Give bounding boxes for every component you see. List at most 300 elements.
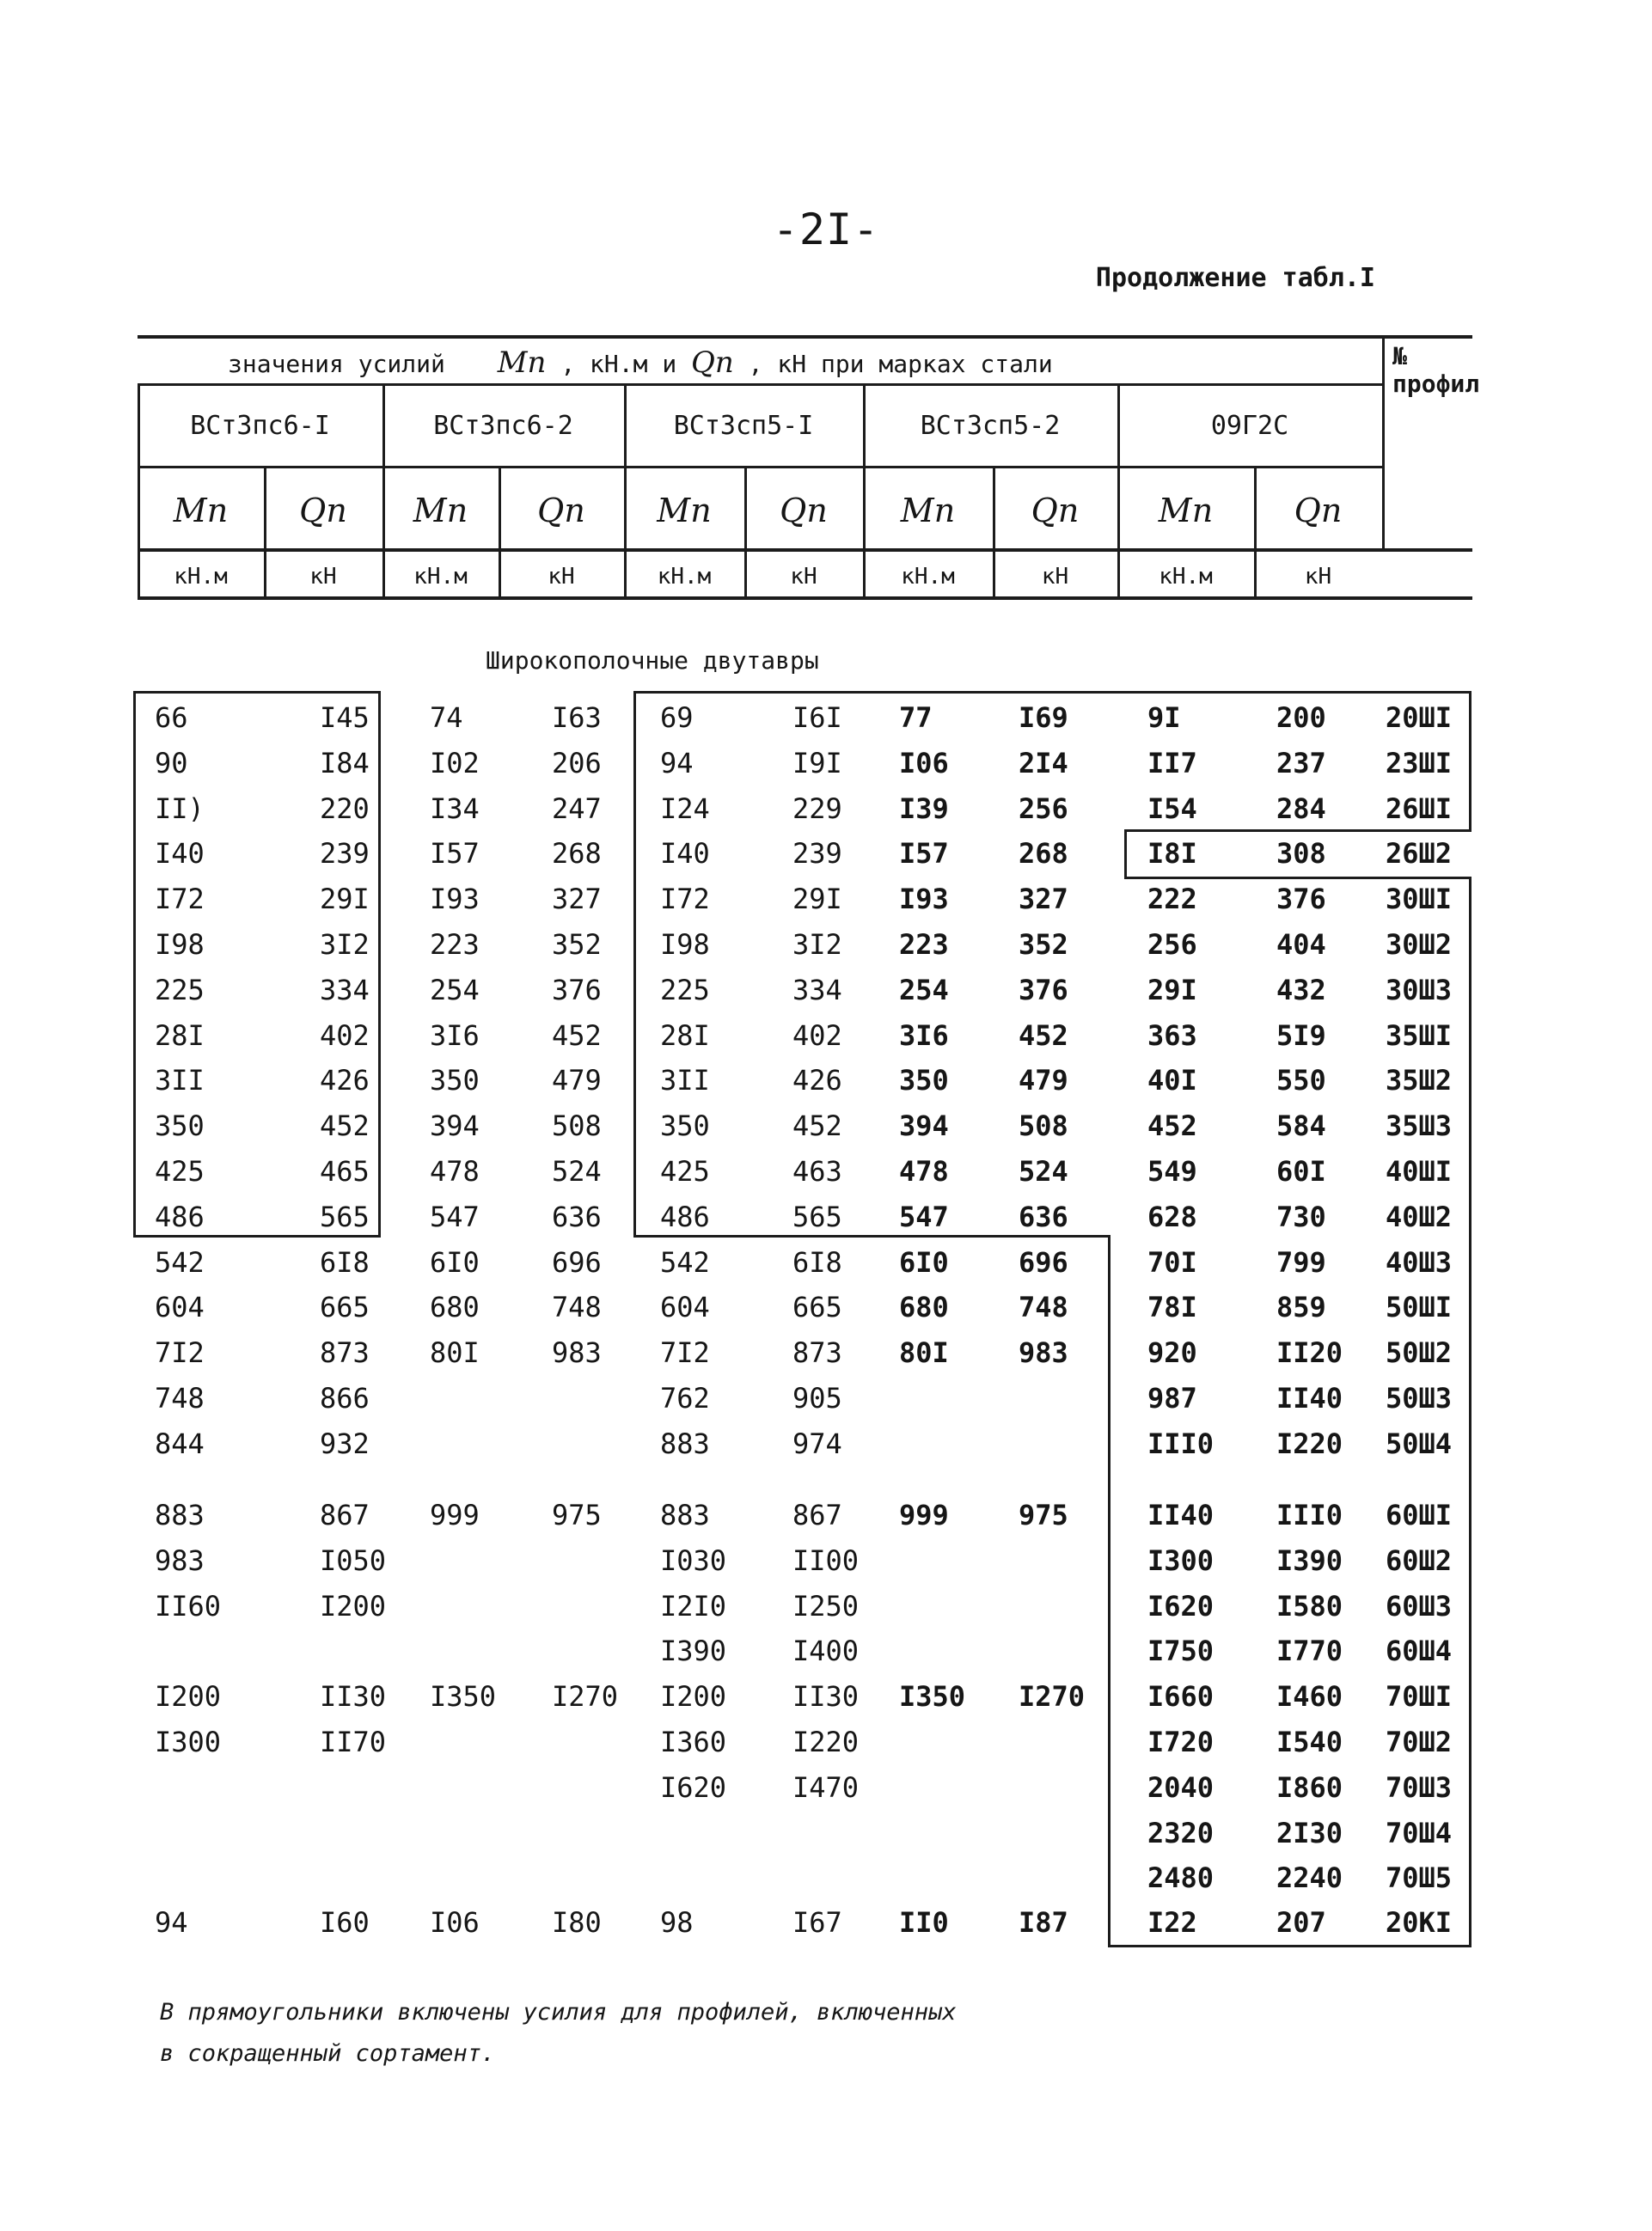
table-cell: II70 xyxy=(320,1726,387,1758)
unit-label: кН.м xyxy=(174,564,228,590)
table-cell: 350 xyxy=(155,1109,205,1143)
box-edge xyxy=(1469,877,1472,1947)
table-cell: 247 xyxy=(552,792,602,825)
table-cell: 604 xyxy=(660,1291,710,1324)
table-cell: 376 xyxy=(1276,883,1326,916)
box-edge xyxy=(1124,829,1472,832)
table-cell: I69 xyxy=(1019,701,1068,734)
profile-cell: 30Ш3 xyxy=(1386,973,1453,1006)
table-cell: I350 xyxy=(899,1680,966,1714)
table-cell: I2I0 xyxy=(660,1589,727,1623)
table-cell: I050 xyxy=(320,1543,387,1577)
profile-cell: 60Ш2 xyxy=(1386,1543,1453,1577)
table-cell: 256 xyxy=(1147,928,1197,961)
table-cell: 3I6 xyxy=(899,1018,949,1052)
table-cell: I030 xyxy=(660,1543,727,1577)
profile-cell: 40Ш2 xyxy=(1386,1200,1453,1233)
profile-cell: 35Ш2 xyxy=(1386,1064,1453,1097)
table-cell: 402 xyxy=(320,1018,370,1052)
box-edge xyxy=(1469,691,1472,832)
table-cell: I93 xyxy=(430,883,480,916)
table-cell: 486 xyxy=(660,1200,710,1233)
table-cell: 80I xyxy=(430,1336,480,1370)
table-cell: 883 xyxy=(155,1499,205,1531)
table-cell: I660 xyxy=(1147,1680,1215,1714)
table-cell: 549 xyxy=(1147,1155,1197,1188)
profile-cell: 20ШI xyxy=(1386,701,1453,734)
table-cell: 28I xyxy=(660,1018,710,1052)
header-grade-rule xyxy=(138,466,1384,468)
table-cell: I460 xyxy=(1276,1680,1343,1714)
table-cell: I860 xyxy=(1276,1770,1343,1804)
header-title-qn: Qп xyxy=(691,345,734,380)
unit-label: кН xyxy=(309,564,337,590)
qn-label: Qп xyxy=(1294,492,1343,529)
profile-cell: 26Ш2 xyxy=(1386,837,1453,871)
unit-label: кН.м xyxy=(657,564,712,590)
table-cell: 402 xyxy=(792,1018,842,1052)
table-cell: 426 xyxy=(792,1064,842,1097)
table-cell: I34 xyxy=(430,792,480,825)
table-cell: 665 xyxy=(320,1291,370,1324)
table-cell: 98 xyxy=(660,1906,694,1939)
table-cell: 237 xyxy=(1276,746,1326,779)
table-cell: 6I8 xyxy=(792,1245,842,1279)
table-cell: 2240 xyxy=(1276,1861,1343,1895)
table-cell: 478 xyxy=(430,1155,480,1188)
table-cell: 3II xyxy=(660,1064,710,1097)
table-cell: 565 xyxy=(320,1200,370,1233)
table-cell: 983 xyxy=(155,1543,205,1577)
mn-label: Мп xyxy=(173,492,229,529)
table-cell: I87 xyxy=(1019,1906,1068,1939)
table-cell: I200 xyxy=(155,1680,222,1714)
table-cell: I22 xyxy=(1147,1906,1197,1939)
table-cell: 6I8 xyxy=(320,1245,370,1279)
table-cell: 762 xyxy=(660,1382,710,1415)
table-cell: 2I30 xyxy=(1276,1816,1343,1849)
grade-2: ВСт3пс6-2 xyxy=(433,411,573,441)
table-cell: II40 xyxy=(1147,1499,1215,1531)
table-cell: 77 xyxy=(899,701,933,734)
table-cell: II40 xyxy=(1276,1382,1343,1415)
table-cell: II60 xyxy=(155,1589,222,1623)
box-edge xyxy=(1108,1945,1472,1947)
header-title-mid: , кН.м и xyxy=(560,350,677,378)
unit-label: кН xyxy=(790,564,817,590)
header-title xyxy=(228,345,1053,380)
table-cell: I360 xyxy=(660,1726,727,1758)
table-cell: 975 xyxy=(1019,1499,1068,1531)
table-cell: 94 xyxy=(155,1906,188,1939)
table-cell: 254 xyxy=(430,973,480,1006)
profile-cell: 50Ш4 xyxy=(1386,1427,1453,1460)
unit-label: кН.м xyxy=(1159,564,1213,590)
table-cell: 873 xyxy=(320,1336,370,1370)
table-cell: I54 xyxy=(1147,792,1197,825)
table-cell: 3I2 xyxy=(792,928,842,961)
table-cell: 334 xyxy=(320,973,370,1006)
table-cell: 524 xyxy=(552,1155,602,1188)
table-cell: 225 xyxy=(155,973,205,1006)
table-cell: 452 xyxy=(320,1109,370,1143)
unit-label: кН.м xyxy=(901,564,955,590)
table-cell: 6I0 xyxy=(430,1245,480,1279)
table-cell: 479 xyxy=(552,1064,602,1097)
table-cell: 425 xyxy=(660,1155,710,1188)
table-cell: I300 xyxy=(155,1726,222,1758)
table-cell: 404 xyxy=(1276,928,1326,961)
profile-cell: 70ШI xyxy=(1386,1680,1453,1714)
table-cell: II0 xyxy=(899,1906,949,1939)
profile-cell: 70Ш3 xyxy=(1386,1770,1453,1804)
table-cell: II30 xyxy=(792,1680,860,1714)
table-cell: 350 xyxy=(899,1064,949,1097)
table-cell: 29I xyxy=(320,883,370,916)
profile-cell: 60Ш3 xyxy=(1386,1589,1453,1623)
table-cell: 636 xyxy=(552,1200,602,1233)
table-cell: I06 xyxy=(430,1906,480,1939)
table-cell: 394 xyxy=(899,1109,949,1143)
table-cell: 70I xyxy=(1147,1245,1197,1279)
qn-label: Qп xyxy=(1031,492,1080,529)
table-cell: 3I2 xyxy=(320,928,370,961)
table-cell: 334 xyxy=(792,973,842,1006)
profile-cell: 60ШI xyxy=(1386,1499,1453,1531)
table-continuation-label: Продолжение табл.I xyxy=(1095,263,1375,293)
table-cell: 256 xyxy=(1019,792,1068,825)
header-title-mn: Мп xyxy=(497,345,547,380)
table-cell: 7I2 xyxy=(155,1336,205,1370)
table-cell: I40 xyxy=(660,837,710,871)
table-cell: I750 xyxy=(1147,1635,1215,1668)
table-cell: 200 xyxy=(1276,701,1326,734)
table-cell: 730 xyxy=(1276,1200,1326,1233)
table-cell: 999 xyxy=(430,1499,480,1531)
table-cell: II) xyxy=(155,792,205,825)
footnote-line-1: В прямоугольники включены усилия для профилей, включенных xyxy=(160,1999,957,2026)
table-cell: I6I xyxy=(792,701,842,734)
qn-label: Qп xyxy=(299,492,347,529)
mn-label: Мп xyxy=(413,492,468,529)
grade-5: 09Г2С xyxy=(1210,411,1289,441)
table-cell: 28I xyxy=(155,1018,205,1052)
table-cell: 352 xyxy=(1019,928,1068,961)
table-cell: 748 xyxy=(1019,1291,1068,1324)
table-cell: 508 xyxy=(1019,1109,1068,1143)
table-cell: 696 xyxy=(552,1245,602,1279)
profile-cell: 26ШI xyxy=(1386,792,1453,825)
profile-cell: 35ШI xyxy=(1386,1018,1453,1052)
table-cell: 3II xyxy=(155,1064,205,1097)
unit-label: кН xyxy=(548,564,575,590)
profile-cell: 50ШI xyxy=(1386,1291,1453,1324)
table-cell: I57 xyxy=(430,837,480,871)
table-cell: I770 xyxy=(1276,1635,1343,1668)
table-cell: 565 xyxy=(792,1200,842,1233)
mn-label: Мп xyxy=(1158,492,1214,529)
table-cell: 2I4 xyxy=(1019,746,1068,779)
table-cell: I470 xyxy=(792,1770,860,1804)
box-edge xyxy=(1108,1235,1111,1947)
table-cell: 223 xyxy=(899,928,949,961)
table-cell: I39 xyxy=(899,792,949,825)
table-cell: I84 xyxy=(320,746,370,779)
table-cell: I80 xyxy=(552,1906,602,1939)
table-cell: I02 xyxy=(430,746,480,779)
table-cell: 452 xyxy=(552,1018,602,1052)
table-cell: 308 xyxy=(1276,837,1326,871)
table-cell: 748 xyxy=(155,1382,205,1415)
table-cell: I93 xyxy=(899,883,949,916)
table-cell: 867 xyxy=(792,1499,842,1531)
table-cell: 376 xyxy=(1019,973,1068,1006)
profile-cell: 60Ш4 xyxy=(1386,1635,1453,1668)
table-cell: 2320 xyxy=(1147,1816,1215,1849)
header-mq-rule xyxy=(138,548,1472,552)
header-title-suffix: , кН при марках стали xyxy=(748,350,1053,378)
table-cell: I24 xyxy=(660,792,710,825)
table-cell: 905 xyxy=(792,1382,842,1415)
table-cell: I390 xyxy=(1276,1543,1343,1577)
table-cell: 983 xyxy=(552,1336,602,1370)
table-cell: 799 xyxy=(1276,1245,1326,1279)
table-cell: 452 xyxy=(1019,1018,1068,1052)
table-cell: 268 xyxy=(1019,837,1068,871)
table-cell: 920 xyxy=(1147,1336,1197,1370)
table-cell: III0 xyxy=(1276,1499,1343,1531)
table-cell: 550 xyxy=(1276,1064,1326,1097)
table-cell: I620 xyxy=(1147,1589,1215,1623)
mn-label: Мп xyxy=(900,492,956,529)
table-cell: I72 xyxy=(155,883,205,916)
table-cell: 432 xyxy=(1276,973,1326,1006)
table-cell: 80I xyxy=(899,1336,949,1370)
unit-label: кН xyxy=(1304,564,1332,590)
profile-cell: 50Ш3 xyxy=(1386,1382,1453,1415)
table-cell: 636 xyxy=(1019,1200,1068,1233)
table-cell: I57 xyxy=(899,837,949,871)
unit-label: кН.м xyxy=(413,564,468,590)
table-cell: 844 xyxy=(155,1427,205,1460)
profile-cell: 50Ш2 xyxy=(1386,1336,1453,1370)
qn-label: Qп xyxy=(537,492,585,529)
table-cell: I98 xyxy=(660,928,710,961)
profile-cell: 20КI xyxy=(1386,1906,1453,1939)
table-cell: 350 xyxy=(430,1064,480,1097)
table-cell: 2480 xyxy=(1147,1861,1215,1895)
footnote-line-2: в сокращенный сортамент. xyxy=(160,2040,496,2067)
table-cell: 542 xyxy=(155,1245,205,1279)
table-cell: 29I xyxy=(792,883,842,916)
table-cell: I580 xyxy=(1276,1589,1343,1623)
table-cell: I45 xyxy=(320,701,370,734)
table-cell: 94 xyxy=(660,746,694,779)
table-cell: I98 xyxy=(155,928,205,961)
table-cell: 542 xyxy=(660,1245,710,1279)
table-cell: 486 xyxy=(155,1200,205,1233)
table-cell: 239 xyxy=(320,837,370,871)
profile-cell: 30ШI xyxy=(1386,883,1453,916)
table-cell: 363 xyxy=(1147,1018,1197,1052)
table-cell: I390 xyxy=(660,1635,727,1668)
table-cell: I200 xyxy=(660,1680,727,1714)
table-cell: 999 xyxy=(899,1499,949,1531)
table-cell: 547 xyxy=(899,1200,949,1233)
table-cell: I40 xyxy=(155,837,205,871)
table-cell: 254 xyxy=(899,973,949,1006)
table-cell: I720 xyxy=(1147,1726,1215,1758)
table-cell: I63 xyxy=(552,701,602,734)
table-cell: I72 xyxy=(660,883,710,916)
table-cell: I8I xyxy=(1147,837,1197,871)
mn-label: Мп xyxy=(657,492,712,529)
table-cell: 867 xyxy=(320,1499,370,1531)
profile-cell: 35Ш3 xyxy=(1386,1109,1453,1143)
table-cell: 69 xyxy=(660,701,694,734)
profile-number-label: № xyxy=(1392,342,1407,370)
table-cell: I06 xyxy=(899,746,949,779)
profile-label: профил xyxy=(1392,370,1480,398)
table-cell: I270 xyxy=(1019,1680,1086,1714)
table-cell: 376 xyxy=(552,973,602,1006)
table-cell: I400 xyxy=(792,1635,860,1668)
table-cell: 327 xyxy=(1019,883,1068,916)
table-cell: 859 xyxy=(1276,1291,1326,1324)
table-cell: 284 xyxy=(1276,792,1326,825)
table-cell: 40I xyxy=(1147,1064,1197,1097)
table-cell: 983 xyxy=(1019,1336,1068,1370)
table-cell: 66 xyxy=(155,701,188,734)
table-cell: I220 xyxy=(792,1726,860,1758)
table-cell: 225 xyxy=(660,973,710,1006)
table-cell: 2040 xyxy=(1147,1770,1215,1804)
page-number: -2I- xyxy=(772,205,880,254)
table-cell: I300 xyxy=(1147,1543,1215,1577)
table-cell: I350 xyxy=(430,1680,497,1714)
header-title-rule xyxy=(138,383,1384,386)
table-cell: 60I xyxy=(1276,1155,1326,1188)
table-cell: I220 xyxy=(1276,1427,1343,1460)
table-cell: 883 xyxy=(660,1427,710,1460)
table-cell: 665 xyxy=(792,1291,842,1324)
header-vrule xyxy=(1382,335,1385,552)
table-cell: 748 xyxy=(552,1291,602,1324)
table-cell: I60 xyxy=(320,1906,370,1939)
table-cell: 883 xyxy=(660,1499,710,1531)
profile-cell: 40ШI xyxy=(1386,1155,1453,1188)
table-cell: 696 xyxy=(1019,1245,1068,1279)
table-cell: 3I6 xyxy=(430,1018,480,1052)
profile-cell: 70Ш4 xyxy=(1386,1816,1453,1849)
table-cell: 975 xyxy=(552,1499,602,1531)
table-cell: II00 xyxy=(792,1543,860,1577)
table-cell: 932 xyxy=(320,1427,370,1460)
box-edge xyxy=(1124,877,1472,879)
table-cell: II7 xyxy=(1147,746,1197,779)
grade-3: ВСт3сп5-I xyxy=(673,411,814,441)
table-cell: I67 xyxy=(792,1906,842,1939)
table-cell: 29I xyxy=(1147,973,1197,1006)
table-cell: 206 xyxy=(552,746,602,779)
table-cell: 5I9 xyxy=(1276,1018,1326,1052)
table-cell: III0 xyxy=(1147,1427,1215,1460)
table-cell: 987 xyxy=(1147,1382,1197,1415)
header-title-prefix: значения усилий xyxy=(228,350,445,378)
table-cell: 7I2 xyxy=(660,1336,710,1370)
table-cell: 268 xyxy=(552,837,602,871)
table-cell: 463 xyxy=(792,1155,842,1188)
unit-label: кН xyxy=(1041,564,1069,590)
header-top-rule xyxy=(138,335,1472,339)
table-cell: 547 xyxy=(430,1200,480,1233)
table-cell: 508 xyxy=(552,1109,602,1143)
box-edge xyxy=(1124,829,1127,877)
table-cell: I270 xyxy=(552,1680,619,1714)
table-cell: I250 xyxy=(792,1589,860,1623)
table-cell: 352 xyxy=(552,928,602,961)
table-cell: 74 xyxy=(430,701,463,734)
table-cell: I9I xyxy=(792,746,842,779)
table-cell: 426 xyxy=(320,1064,370,1097)
table-cell: II20 xyxy=(1276,1336,1343,1370)
section-title: Широкополочные двутавры xyxy=(486,646,819,675)
profile-cell: 70Ш2 xyxy=(1386,1726,1453,1758)
table-cell: 6I0 xyxy=(899,1245,949,1279)
qn-label: Qп xyxy=(780,492,828,529)
table-cell: 220 xyxy=(320,792,370,825)
table-cell: I540 xyxy=(1276,1726,1343,1758)
table-cell: 479 xyxy=(1019,1064,1068,1097)
grade-4: ВСт3сп5-2 xyxy=(920,411,1061,441)
table-cell: 628 xyxy=(1147,1200,1197,1233)
table-cell: 524 xyxy=(1019,1155,1068,1188)
table-cell: 604 xyxy=(155,1291,205,1324)
table-cell: 425 xyxy=(155,1155,205,1188)
table-cell: 350 xyxy=(660,1109,710,1143)
table-cell: 680 xyxy=(899,1291,949,1324)
table-cell: 222 xyxy=(1147,883,1197,916)
table-cell: 9I xyxy=(1147,701,1181,734)
table-cell: 873 xyxy=(792,1336,842,1370)
table-cell: I620 xyxy=(660,1770,727,1804)
table-cell: 207 xyxy=(1276,1906,1326,1939)
table-cell: 394 xyxy=(430,1109,480,1143)
box-edge xyxy=(633,1235,1111,1238)
table-cell: I200 xyxy=(320,1589,387,1623)
table-cell: 478 xyxy=(899,1155,949,1188)
table-cell: 223 xyxy=(430,928,480,961)
table-cell: II30 xyxy=(320,1680,387,1714)
table-cell: 452 xyxy=(792,1109,842,1143)
table-cell: 680 xyxy=(430,1291,480,1324)
profile-cell: 23ШI xyxy=(1386,746,1453,779)
table-cell: 239 xyxy=(792,837,842,871)
table-cell: 327 xyxy=(552,883,602,916)
table-cell: 452 xyxy=(1147,1109,1197,1143)
table-cell: 90 xyxy=(155,746,188,779)
header-bottom-rule xyxy=(138,596,1472,600)
profile-cell: 40Ш3 xyxy=(1386,1245,1453,1279)
table-cell: 229 xyxy=(792,792,842,825)
table-cell: 584 xyxy=(1276,1109,1326,1143)
table-cell: 465 xyxy=(320,1155,370,1188)
table-cell: 866 xyxy=(320,1382,370,1415)
grade-1: ВСт3пс6-I xyxy=(190,411,330,441)
profile-cell: 30Ш2 xyxy=(1386,928,1453,961)
table-cell: 78I xyxy=(1147,1291,1197,1324)
profile-cell: 70Ш5 xyxy=(1386,1861,1453,1895)
